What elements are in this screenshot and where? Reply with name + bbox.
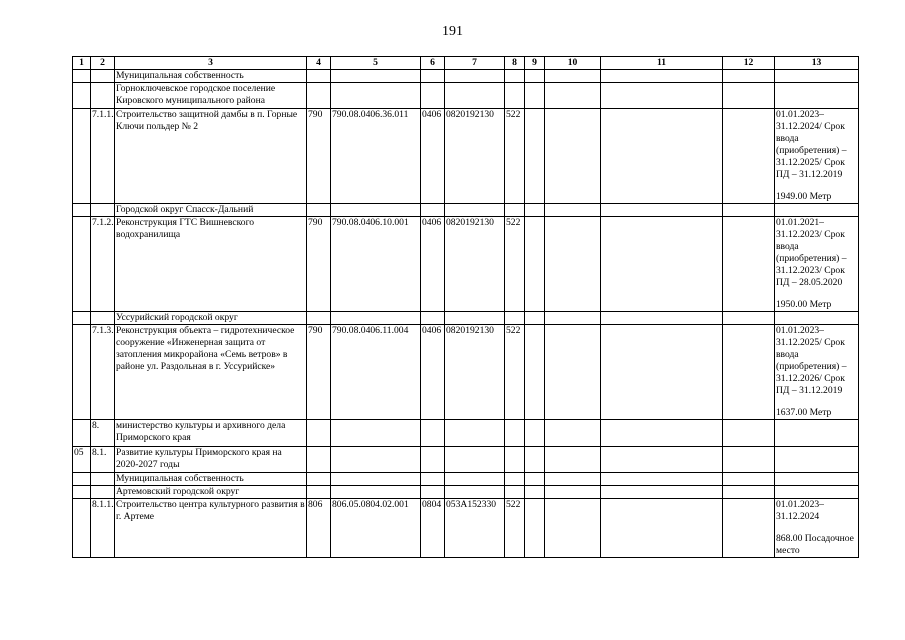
cell-capacity: 868.00 Посадочное место — [776, 533, 854, 556]
cell-col6 — [421, 70, 445, 83]
cell-col10 — [545, 473, 601, 486]
cell-col6 — [421, 204, 445, 217]
cell-col2 — [91, 473, 115, 486]
cell-col1 — [73, 217, 91, 312]
table-row — [73, 312, 859, 325]
cell-code — [331, 70, 421, 83]
table-row — [73, 70, 859, 83]
cell-spacer — [776, 181, 857, 191]
cell-col2: 7.1.2. — [91, 217, 115, 312]
column-header: 6 — [421, 57, 445, 70]
cell-col10 — [545, 486, 601, 499]
cell-col13 — [775, 420, 859, 447]
cell-col11 — [601, 499, 723, 558]
cell-col8: 522 — [505, 217, 525, 312]
cell-col6 — [421, 420, 445, 447]
cell-name: Артемовский городской округ — [115, 486, 307, 499]
cell-col11 — [601, 420, 723, 447]
cell-col9 — [525, 109, 545, 204]
cell-col11 — [601, 204, 723, 217]
cell-col2 — [91, 83, 115, 109]
cell-col12 — [723, 473, 775, 486]
cell-col12 — [723, 325, 775, 420]
cell-name: Муниципальная собственность — [115, 70, 307, 83]
cell-col1 — [73, 312, 91, 325]
cell-spacer — [776, 289, 857, 299]
cell-col9 — [525, 70, 545, 83]
cell-col9 — [525, 486, 545, 499]
cell-col1: 05 — [73, 447, 91, 473]
cell-col2: 8.1.1. — [91, 499, 115, 558]
cell-col8: 522 — [505, 109, 525, 204]
cell-col4 — [307, 312, 331, 325]
cell-col2 — [91, 204, 115, 217]
cell-col13 — [775, 204, 859, 217]
cell-col13 — [775, 217, 859, 312]
cell-col6 — [421, 486, 445, 499]
cell-name: Уссурийский городской округ — [115, 312, 307, 325]
cell-code: 806.05.0804.02.001 — [331, 499, 421, 558]
table-row — [73, 486, 859, 499]
column-header: 8 — [505, 57, 525, 70]
cell-col13 — [775, 473, 859, 486]
cell-col11 — [601, 473, 723, 486]
cell-col8 — [505, 70, 525, 83]
cell-col11 — [601, 70, 723, 83]
cell-col6: 0804 — [421, 499, 445, 558]
cell-name: Реконструкция ГТС Вишневского водохранилища — [115, 217, 307, 312]
cell-col9 — [525, 83, 545, 109]
cell-spacer — [776, 397, 857, 407]
cell-col9 — [525, 499, 545, 558]
cell-col6: 0406 — [421, 217, 445, 312]
cell-code — [331, 447, 421, 473]
cell-col4 — [307, 486, 331, 499]
cell-col7 — [445, 473, 505, 486]
cell-col8 — [505, 420, 525, 447]
cell-name: Строительство центра культурного развития в г. Артеме — [115, 499, 307, 558]
cell-col12 — [723, 83, 775, 109]
cell-period: 01.01.2021–31.12.2023/ Срок ввода (приобретения) – 31.12.2023/ Срок ПД – 28.05.2020 — [776, 217, 847, 288]
cell-col12 — [723, 447, 775, 473]
cell-col10 — [545, 312, 601, 325]
cell-col6 — [421, 312, 445, 325]
cell-col4 — [307, 204, 331, 217]
data-table — [72, 56, 859, 558]
cell-col11 — [601, 83, 723, 109]
column-header: 2 — [91, 57, 115, 70]
cell-col7: 0820192130 — [445, 109, 505, 204]
cell-col13 — [775, 325, 859, 420]
cell-col4: 790 — [307, 217, 331, 312]
cell-col9 — [525, 217, 545, 312]
cell-code: 790.08.0406.11.004 — [331, 325, 421, 420]
cell-col7 — [445, 83, 505, 109]
cell-col11 — [601, 312, 723, 325]
cell-code: 790.08.0406.36.011 — [331, 109, 421, 204]
table-row — [73, 109, 859, 204]
cell-col11 — [601, 109, 723, 204]
table-row — [73, 499, 859, 558]
cell-period: 01.01.2023–31.12.2024/ Срок ввода (приобретения) – 31.12.2025/ Срок ПД – 31.12.2019 — [776, 109, 847, 180]
cell-capacity: 1949.00 Метр — [776, 191, 832, 202]
cell-col12 — [723, 420, 775, 447]
table-row — [73, 204, 859, 217]
cell-col4 — [307, 447, 331, 473]
column-header: 7 — [445, 57, 505, 70]
cell-col9 — [525, 447, 545, 473]
cell-col1 — [73, 83, 91, 109]
cell-col4: 790 — [307, 325, 331, 420]
column-header: 1 — [73, 57, 91, 70]
cell-code — [331, 312, 421, 325]
cell-name: Реконструкция объекта – гидротехническое сооружение «Инженерная защита от затопления микрорайона «Семь ветров» в районе ул. Раздольная в г. Уссурийске» — [115, 325, 307, 420]
cell-col9 — [525, 473, 545, 486]
cell-col13 — [775, 83, 859, 109]
cell-col1 — [73, 499, 91, 558]
cell-col4: 790 — [307, 109, 331, 204]
cell-col10 — [545, 217, 601, 312]
cell-code — [331, 473, 421, 486]
column-header: 13 — [775, 57, 859, 70]
cell-col7 — [445, 312, 505, 325]
cell-col8: 522 — [505, 499, 525, 558]
cell-col7 — [445, 420, 505, 447]
cell-code — [331, 420, 421, 447]
column-header: 12 — [723, 57, 775, 70]
cell-col12 — [723, 312, 775, 325]
cell-capacity: 1637.00 Метр — [776, 407, 832, 418]
cell-col7: 0820192130 — [445, 325, 505, 420]
column-header: 11 — [601, 57, 723, 70]
cell-col1 — [73, 70, 91, 83]
cell-col2: 7.1.3. — [91, 325, 115, 420]
cell-col4 — [307, 70, 331, 83]
cell-col9 — [525, 420, 545, 447]
cell-col13 — [775, 486, 859, 499]
cell-col2: 8. — [91, 420, 115, 447]
cell-col13 — [775, 447, 859, 473]
cell-col10 — [545, 499, 601, 558]
cell-col12 — [723, 217, 775, 312]
cell-col4 — [307, 83, 331, 109]
cell-name: Горноключевское городское поселение Кировского муниципального района — [115, 83, 307, 109]
cell-name: Муниципальная собственность — [115, 473, 307, 486]
cell-col10 — [545, 420, 601, 447]
cell-col8 — [505, 204, 525, 217]
column-header: 3 — [115, 57, 307, 70]
column-header: 9 — [525, 57, 545, 70]
cell-col1 — [73, 486, 91, 499]
table-row — [73, 217, 859, 312]
cell-capacity: 1950.00 Метр — [776, 299, 832, 310]
table-row — [73, 420, 859, 447]
cell-col8 — [505, 312, 525, 325]
column-header: 10 — [545, 57, 601, 70]
cell-col8 — [505, 447, 525, 473]
cell-col8 — [505, 486, 525, 499]
cell-col2 — [91, 70, 115, 83]
cell-col13 — [775, 312, 859, 325]
cell-col2: 8.1. — [91, 447, 115, 473]
cell-col8 — [505, 83, 525, 109]
cell-col12 — [723, 109, 775, 204]
cell-col6 — [421, 473, 445, 486]
cell-col1 — [73, 420, 91, 447]
cell-code: 790.08.0406.10.001 — [331, 217, 421, 312]
cell-col2 — [91, 312, 115, 325]
cell-code — [331, 486, 421, 499]
cell-col1 — [73, 473, 91, 486]
cell-code — [331, 83, 421, 109]
cell-col12 — [723, 486, 775, 499]
cell-col10 — [545, 447, 601, 473]
cell-col12 — [723, 499, 775, 558]
cell-col2: 7.1.1. — [91, 109, 115, 204]
cell-col11 — [601, 325, 723, 420]
cell-col10 — [545, 204, 601, 217]
cell-col7: 0820192130 — [445, 217, 505, 312]
cell-col7 — [445, 70, 505, 83]
cell-col1 — [73, 204, 91, 217]
cell-col7 — [445, 447, 505, 473]
cell-period: 01.01.2023–31.12.2025/ Срок ввода (приобретения) – 31.12.2026/ Срок ПД – 31.12.2019 — [776, 325, 847, 396]
cell-col1 — [73, 325, 91, 420]
cell-name: министерство культуры и архивного дела Приморского края — [115, 420, 307, 447]
cell-period: 01.01.2023–31.12.2024 — [776, 499, 824, 522]
cell-spacer — [776, 523, 857, 533]
cell-col4 — [307, 420, 331, 447]
column-header: 4 — [307, 57, 331, 70]
cell-name: Городской округ Спасск-Дальний — [115, 204, 307, 217]
cell-col11 — [601, 447, 723, 473]
cell-col9 — [525, 312, 545, 325]
cell-col7 — [445, 204, 505, 217]
cell-col6 — [421, 447, 445, 473]
cell-col13 — [775, 70, 859, 83]
column-header: 5 — [331, 57, 421, 70]
header-row — [73, 57, 859, 70]
cell-col8 — [505, 473, 525, 486]
cell-col13 — [775, 499, 859, 558]
cell-name: Развитие культуры Приморского края на 2020-2027 годы — [115, 447, 307, 473]
cell-col4: 806 — [307, 499, 331, 558]
table-row — [73, 325, 859, 420]
cell-col4 — [307, 473, 331, 486]
cell-col1 — [73, 109, 91, 204]
cell-col9 — [525, 204, 545, 217]
table-row — [73, 83, 859, 109]
cell-col10 — [545, 109, 601, 204]
cell-col7: 053А152330 — [445, 499, 505, 558]
cell-col9 — [525, 325, 545, 420]
cell-col6: 0406 — [421, 109, 445, 204]
cell-col2 — [91, 486, 115, 499]
cell-col6: 0406 — [421, 325, 445, 420]
cell-code — [331, 204, 421, 217]
page-number: 191 — [442, 24, 463, 39]
cell-name: Строительство защитной дамбы в п. Горные Ключи польдер № 2 — [115, 109, 307, 204]
cell-col10 — [545, 83, 601, 109]
table-row — [73, 473, 859, 486]
cell-col12 — [723, 204, 775, 217]
cell-col10 — [545, 325, 601, 420]
cell-col11 — [601, 217, 723, 312]
cell-col10 — [545, 70, 601, 83]
cell-col6 — [421, 83, 445, 109]
cell-col11 — [601, 486, 723, 499]
cell-col7 — [445, 486, 505, 499]
cell-col8: 522 — [505, 325, 525, 420]
cell-col12 — [723, 70, 775, 83]
cell-col13 — [775, 109, 859, 204]
table-row — [73, 447, 859, 473]
